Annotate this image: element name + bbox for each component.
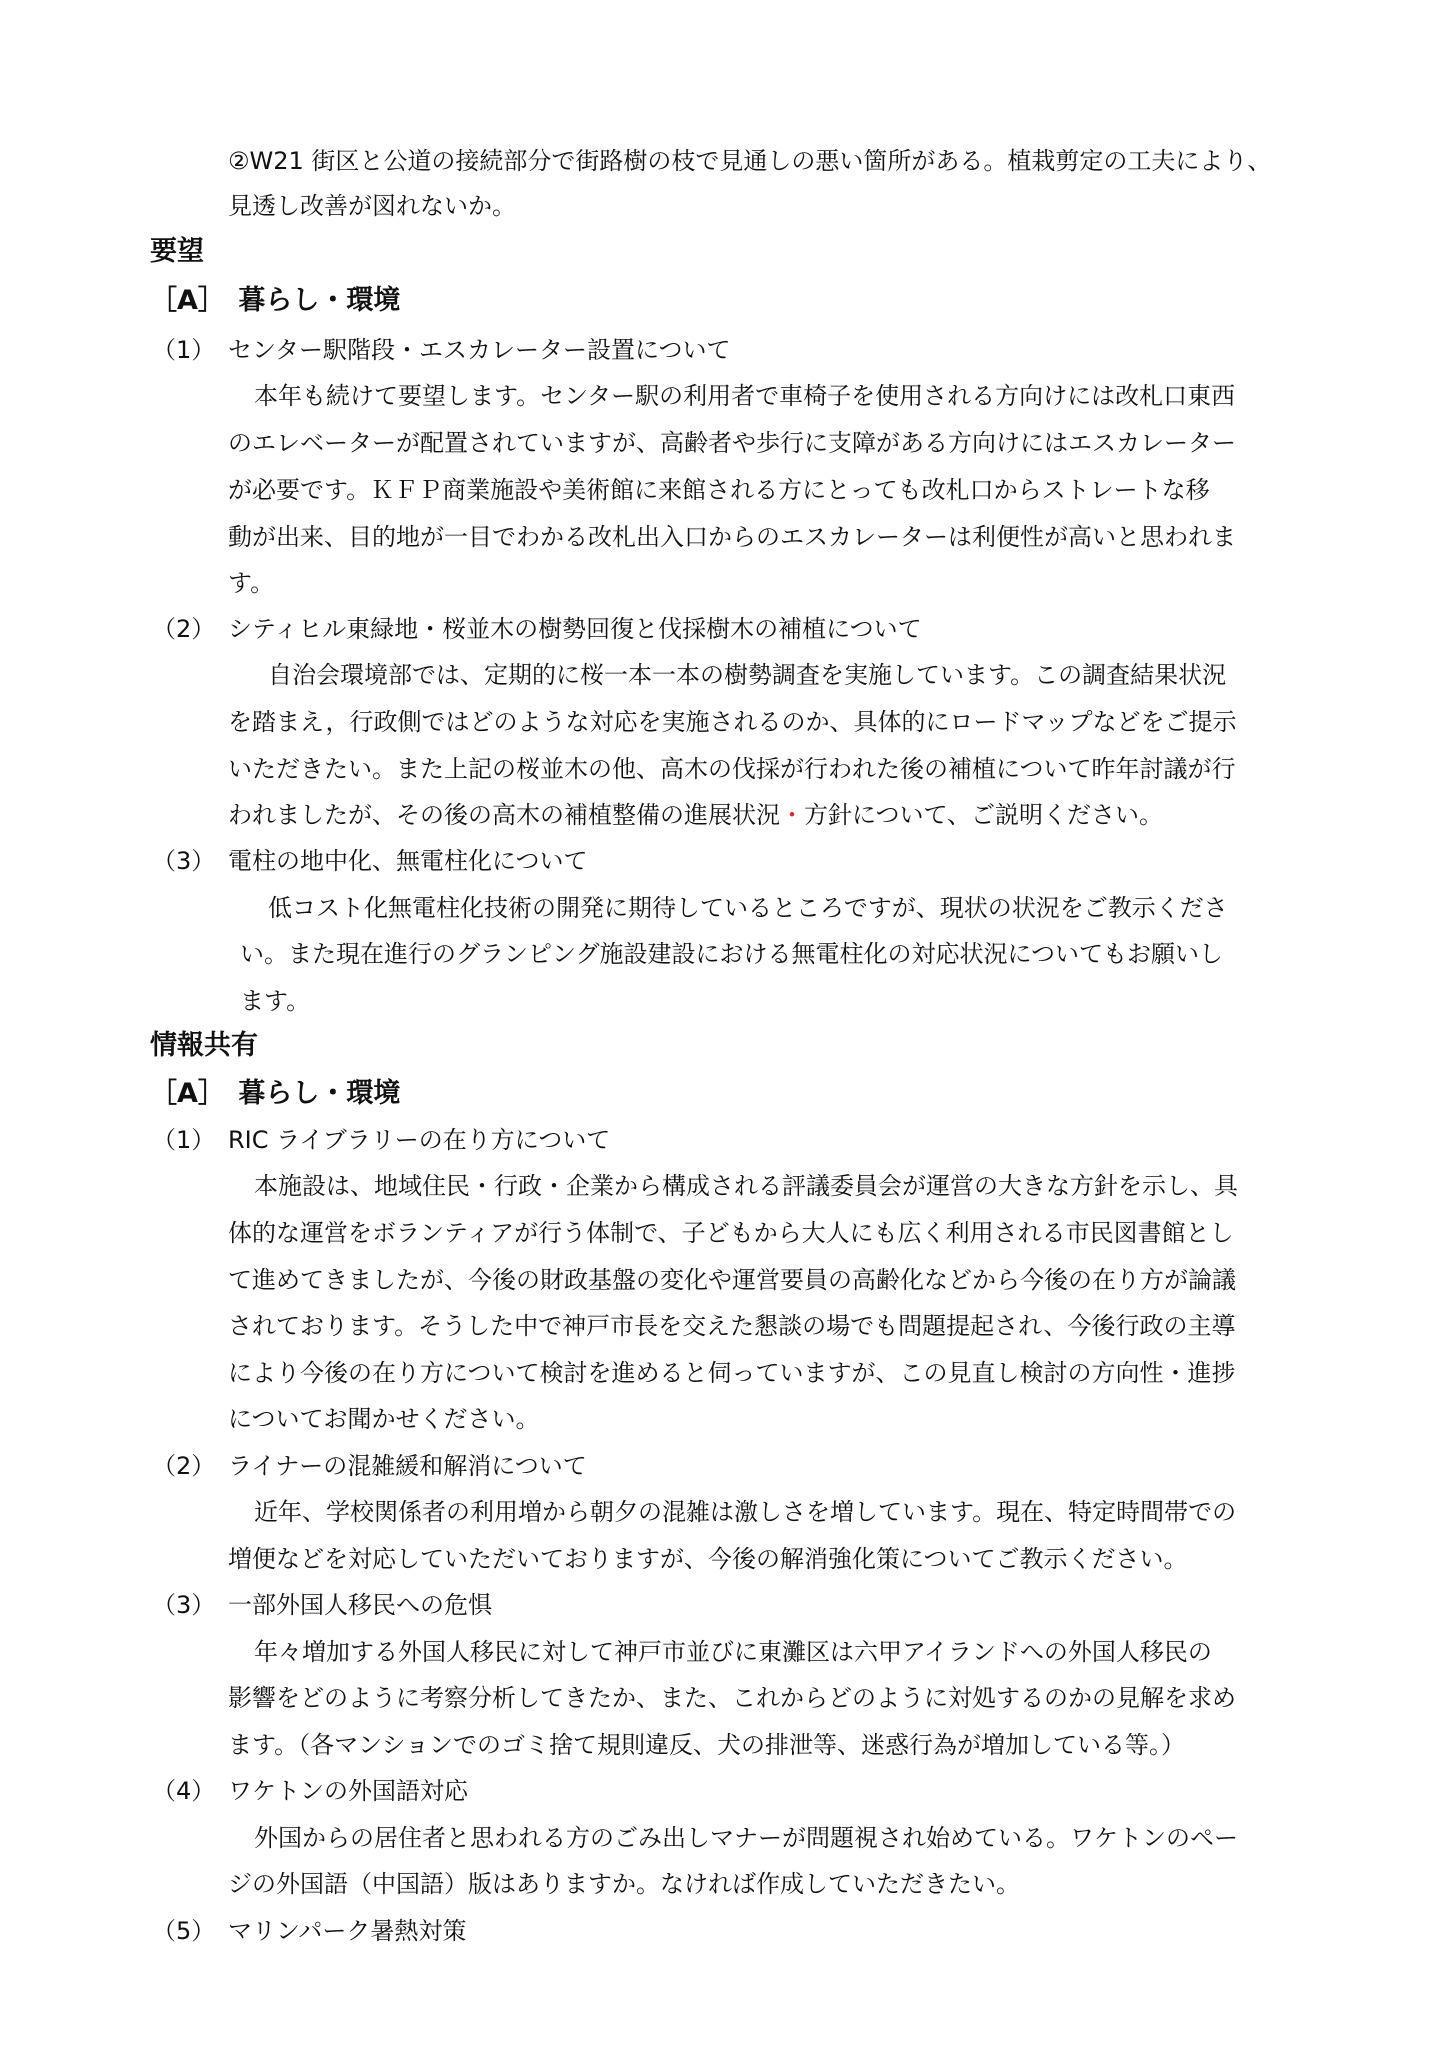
youbou-item-1-line-1: 本年も続けて要望します。センター駅の利用者で車椅子を使用される方向けには改札口東西 bbox=[254, 382, 1236, 410]
youbou-item-1-line-3: が必要です。ＫＦＰ商業施設や美術館に来館される方にとっても改札口からストレートな移 bbox=[228, 476, 1210, 504]
jouhou-item-4-line-2: ジの外国語（中国語）版はありますか。なければ作成していただきたい。 bbox=[228, 1870, 1020, 1898]
youbou-item-1-number: （1） bbox=[152, 336, 216, 364]
youbou-item-2-number: （2） bbox=[152, 615, 216, 643]
jouhou-item-1-line-5: により今後の在り方について検討を進めると伺っていますが、この見直し検討の方向性・進捗 bbox=[228, 1359, 1236, 1387]
youbou-section-label: ［A］ 暮らし・環境 bbox=[150, 285, 401, 316]
jouhou-item-3-line-3: ます。（各マンションでのゴミ捨て規則違反、犬の排泄等、迷惑行為が増加している等。） bbox=[228, 1731, 1185, 1759]
jouhou-item-3-line-2: 影響をどのように考察分析してきたか、また、これからどのように対処するのかの見解を求め bbox=[228, 1684, 1236, 1712]
youbou-item-2-line-4 bbox=[228, 799, 1163, 831]
jouhou-item-1-line-4: されております。そうした中で神戸市長を交えた懇談の場でも問題提起され、今後行政の主導 bbox=[228, 1312, 1236, 1340]
jouhou-item-3-line-1: 年々増加する外国人移民に対して神戸市並びに東灘区は六甲アイランドへの外国人移民の bbox=[254, 1638, 1212, 1666]
jouhou-item-4-title: ワケトンの外国語対応 bbox=[228, 1777, 468, 1805]
jouhou-item-1-line-2: 体的な運営をボランティアが行う体制で、子どもから大人にも広く利用される市民図書館とし bbox=[228, 1219, 1234, 1247]
jouhou-item-4-number: （4） bbox=[152, 1777, 216, 1805]
youbou-item-1-title: センター駅階段・エスカレーター設置について bbox=[228, 336, 731, 364]
youbou-item-3-line-2: い。また現在進行のグランピング施設建設における無電柱化の対応状況についてもお願いし bbox=[240, 940, 1224, 968]
jouhou-item-2-title: ライナーの混雑緩和解消について bbox=[228, 1452, 587, 1480]
red-dot-separator: ・ bbox=[780, 801, 804, 829]
youbou-item-1-line-2: のエレベーターが配置されていますが、高齢者や歩行に支障がある方向けにはエスカレーター bbox=[228, 429, 1236, 457]
youbou-item-1-line-4: 動が出来、目的地が一目でわかる改札出入口からのエスカレーターは利便性が高いと思われま bbox=[228, 523, 1236, 551]
jouhou-item-2-line-2: 増便などを対応していただいておりますが、今後の解消強化策についてご教示ください。 bbox=[228, 1545, 1188, 1573]
jouhou-item-1-title: RIC ライブラリーの在り方について bbox=[228, 1126, 611, 1154]
jouhou-item-5-number: （5） bbox=[152, 1917, 216, 1945]
jouhou-item-3-number: （3） bbox=[152, 1591, 216, 1619]
intro-line-1: ②W21 街区と公道の接続部分で街路樹の枝で見通しの悪い箇所がある。植栽剪定の工夫により、 bbox=[228, 147, 1272, 175]
jouhou-item-5-title: マリンパーク暑熱対策 bbox=[228, 1917, 467, 1945]
youbou-item-2-line-1: 自治会環境部では、定期的に桜一本一本の樹勢調査を実施しています。この調査結果状況 bbox=[268, 661, 1227, 689]
jouhou-item-4-line-1: 外国からの居住者と思われる方のごみ出しマナーが問題視され始めている。ワケトンのペー bbox=[254, 1824, 1238, 1852]
jouhou-item-1-line-6: についてお聞かせください。 bbox=[228, 1405, 540, 1433]
intro-line-2: 見透し改善が図れないか。 bbox=[228, 192, 516, 220]
jouhou-item-2-number: （2） bbox=[152, 1452, 216, 1480]
youbou-item-3-line-1: 低コスト化無電柱化技術の開発に期待しているところですが、現状の状況をご教示くださ bbox=[268, 894, 1228, 922]
youbou-item-3-title: 電柱の地中化、無電柱化について bbox=[228, 847, 588, 875]
jouhou-item-1-line-1: 本施設は、地域住民・行政・企業から構成される評議委員会が運営の大きな方針を示し、具 bbox=[254, 1172, 1238, 1200]
youbou-item-2-title: シティヒル東緑地・桜並木の樹勢回復と伐採樹木の補植について bbox=[228, 615, 922, 643]
jouhou-item-3-title: 一部外国人移民への危惧 bbox=[228, 1591, 492, 1619]
jouhou-item-1-line-3: て進めてきましたが、今後の財政基盤の変化や運営要員の高齢化などから今後の在り方が論議 bbox=[228, 1266, 1236, 1294]
jouhou-item-1-number: （1） bbox=[152, 1126, 216, 1154]
youbou-item-3-line-3: ます。 bbox=[240, 987, 311, 1015]
youbou-item-2-line-4-b: 方針について、ご説明ください。 bbox=[804, 801, 1164, 829]
youbou-item-3-number: （3） bbox=[152, 847, 216, 875]
youbou-item-1-line-5: す。 bbox=[228, 569, 275, 597]
jouhou-section-label: ［A］ 暮らし・環境 bbox=[150, 1078, 401, 1109]
jouhou-item-2-line-1: 近年、学校関係者の利用増から朝夕の混雑は激しさを増しています。現在、特定時間帯での bbox=[254, 1498, 1237, 1526]
youbou-item-2-line-4-a: われましたが、その後の高木の補植整備の進展状況 bbox=[228, 801, 780, 829]
youbou-heading: 要望 bbox=[150, 236, 204, 267]
jouhou-heading: 情報共有 bbox=[150, 1030, 258, 1061]
youbou-item-2-line-3: いただきたい。また上記の桜並木の他、高木の伐採が行われた後の補植について昨年討議が行 bbox=[228, 755, 1236, 783]
youbou-item-2-line-2: を踏まえ，行政側ではどのような対応を実施されるのか、具体的にロードマップなどをご提示 bbox=[228, 708, 1237, 736]
